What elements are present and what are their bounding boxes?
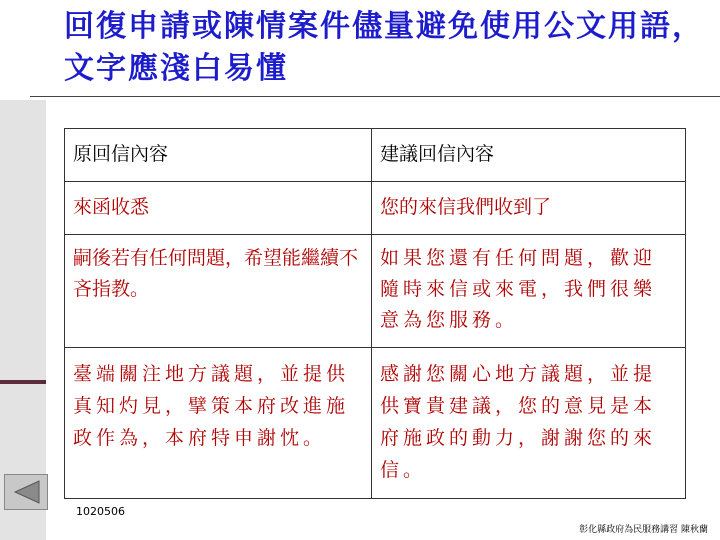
original-text: 臺端關注地方議題，並提供真知灼見，擘策本府改進施政作為，本府特申謝忱。: [65, 348, 372, 499]
table-row: [65, 182, 686, 235]
title-divider: [30, 96, 720, 97]
table-row: [65, 235, 686, 348]
comparison-table: [64, 128, 686, 499]
triangle-left-icon: [11, 479, 41, 505]
footer-credit: 彰化縣政府為民服務講習 陳秋蘭: [579, 525, 708, 535]
slide-code: 1020506: [76, 505, 125, 518]
suggested-text: 感謝您關心地方議題，並提供寶貴建議，您的意見是本府施政的動力，謝謝您的來信。: [372, 348, 686, 499]
slide-title: 回復申請或陳情案件儘量避免使用公文用語，文字應淺白易懂: [64, 9, 704, 86]
table-row: [65, 348, 686, 499]
table-header-row: [65, 129, 686, 182]
previous-slide-button[interactable]: [4, 474, 48, 510]
suggested-text: 如果您還有任何問題，歡迎隨時來信或來電，我們很樂意為您服務。: [372, 235, 686, 348]
original-text: 嗣後若有任何問題，希望能繼續不吝指教。: [65, 235, 372, 348]
header-suggested: 建議回信內容: [372, 129, 686, 182]
suggested-text: 您的來信我們收到了: [372, 182, 686, 235]
left-decor-accent: [0, 380, 46, 384]
header-original: 原回信內容: [65, 129, 372, 182]
original-text: 來函收悉: [65, 182, 372, 235]
